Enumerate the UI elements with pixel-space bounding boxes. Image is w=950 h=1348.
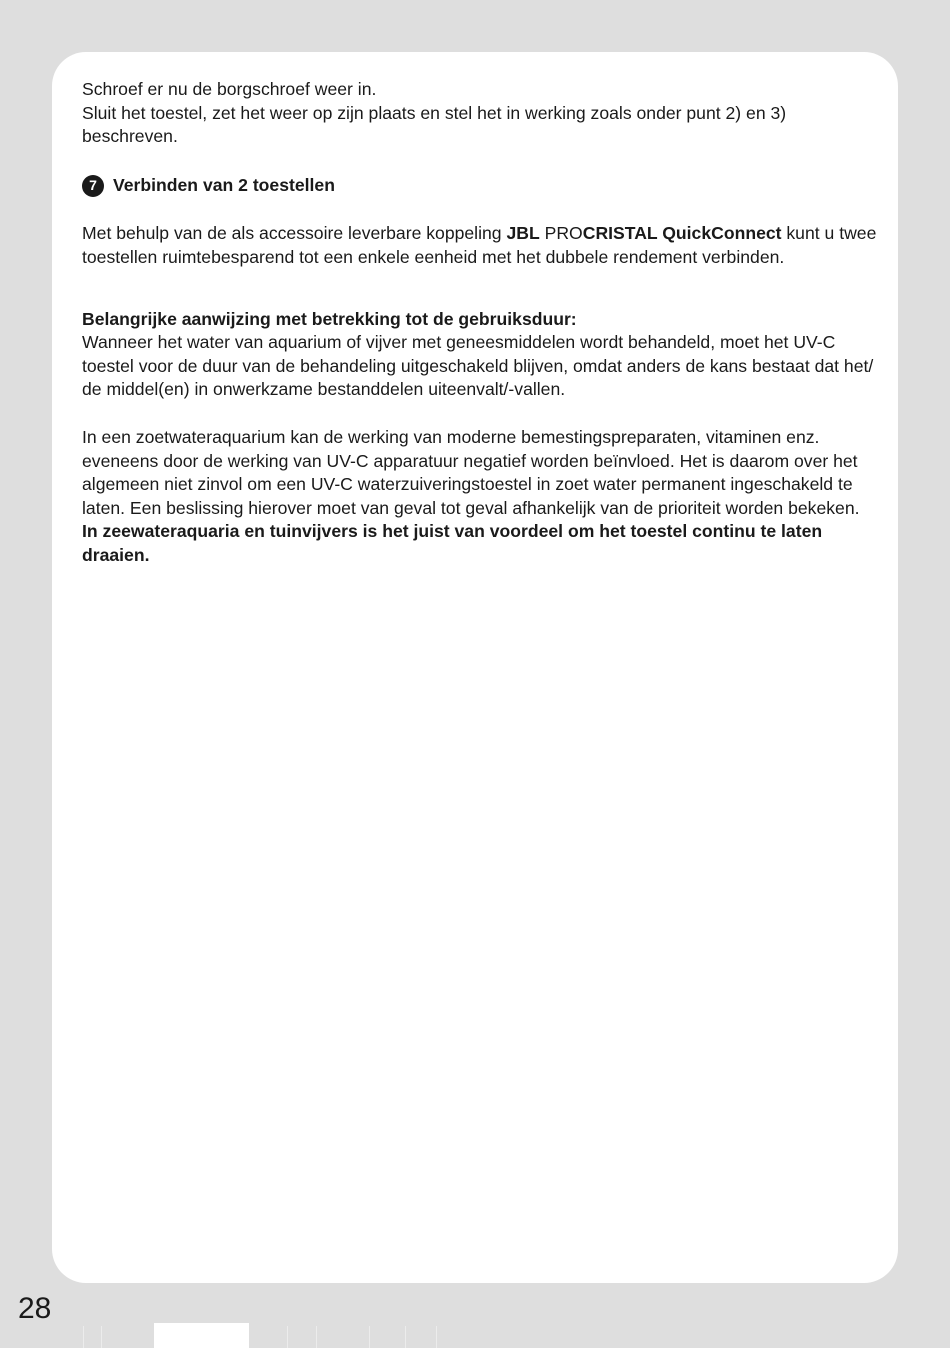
- footer-tick: [287, 1326, 288, 1348]
- note-body: Wanneer het water van aquarium of vijver met geneesmiddelen wordt behandeld, moet het UV-C toestel voor de duur van de behandeling uitgeschakeld blijven, omdat anders de kans bestaat dat het/ de middel(en) in onwerkzame bestanddelen uiteenvalt/-vallen.: [82, 332, 874, 400]
- footer-tick: [316, 1326, 317, 1348]
- aquarium-paragraph: In een zoetwateraquarium kan de werking van moderne bemestingspreparaten, vitaminen enz. eveneens door de werking van UV-C apparatuur negatief worden beïnvloed. Het is daarom over het algemeen niet zinvol om een UV-C waterzuiveringstoestel in zoet water permanent ingeschakeld te laten. Een beslissing hierover moet van geval tot geval afhankelijk van de prioriteit worden bekeken.: [82, 426, 860, 518]
- note-title: Belangrijke aanwijzing met betrekking tot de gebruiksduur:: [82, 308, 577, 329]
- footer-tab: [154, 1323, 249, 1348]
- brand-name: JBL: [506, 223, 540, 244]
- page-number: 28: [18, 1292, 52, 1325]
- section-title: Verbinden van 2 toestellen: [113, 174, 335, 195]
- connect-text-end: kunt u twee toestellen ruimtebesparend tot een enkele eenheid met het dubbele rendement verbinden.: [82, 223, 877, 267]
- document-body: [82, 78, 882, 568]
- footer-tick: [405, 1326, 406, 1348]
- footer-tick: [101, 1326, 102, 1348]
- intro-line-2: Sluit het toestel, zet het weer op zijn plaats en stel het in werking zoals onder punt 2) en 3) beschreven.: [82, 102, 787, 147]
- footer-tick: [369, 1326, 370, 1348]
- footer-tick: [436, 1326, 437, 1348]
- footer-tick: [83, 1326, 84, 1348]
- product-name: CRISTAL QuickConnect: [582, 223, 782, 244]
- product-prefix: PRO: [539, 223, 583, 244]
- connect-text-start: Met behulp van de als accessoire leverbare koppeling: [82, 223, 507, 244]
- section-heading-7: [82, 174, 882, 198]
- aquarium-emphasis: In zeewateraquaria en tuinvijvers is het juist van voordeel om het toestel continu te laten draaien.: [82, 521, 823, 565]
- connect-paragraph: [82, 222, 882, 269]
- intro-line-1: Schroef er nu de borgschroef weer in.: [82, 79, 377, 99]
- section-number-badge: 7: [82, 175, 104, 197]
